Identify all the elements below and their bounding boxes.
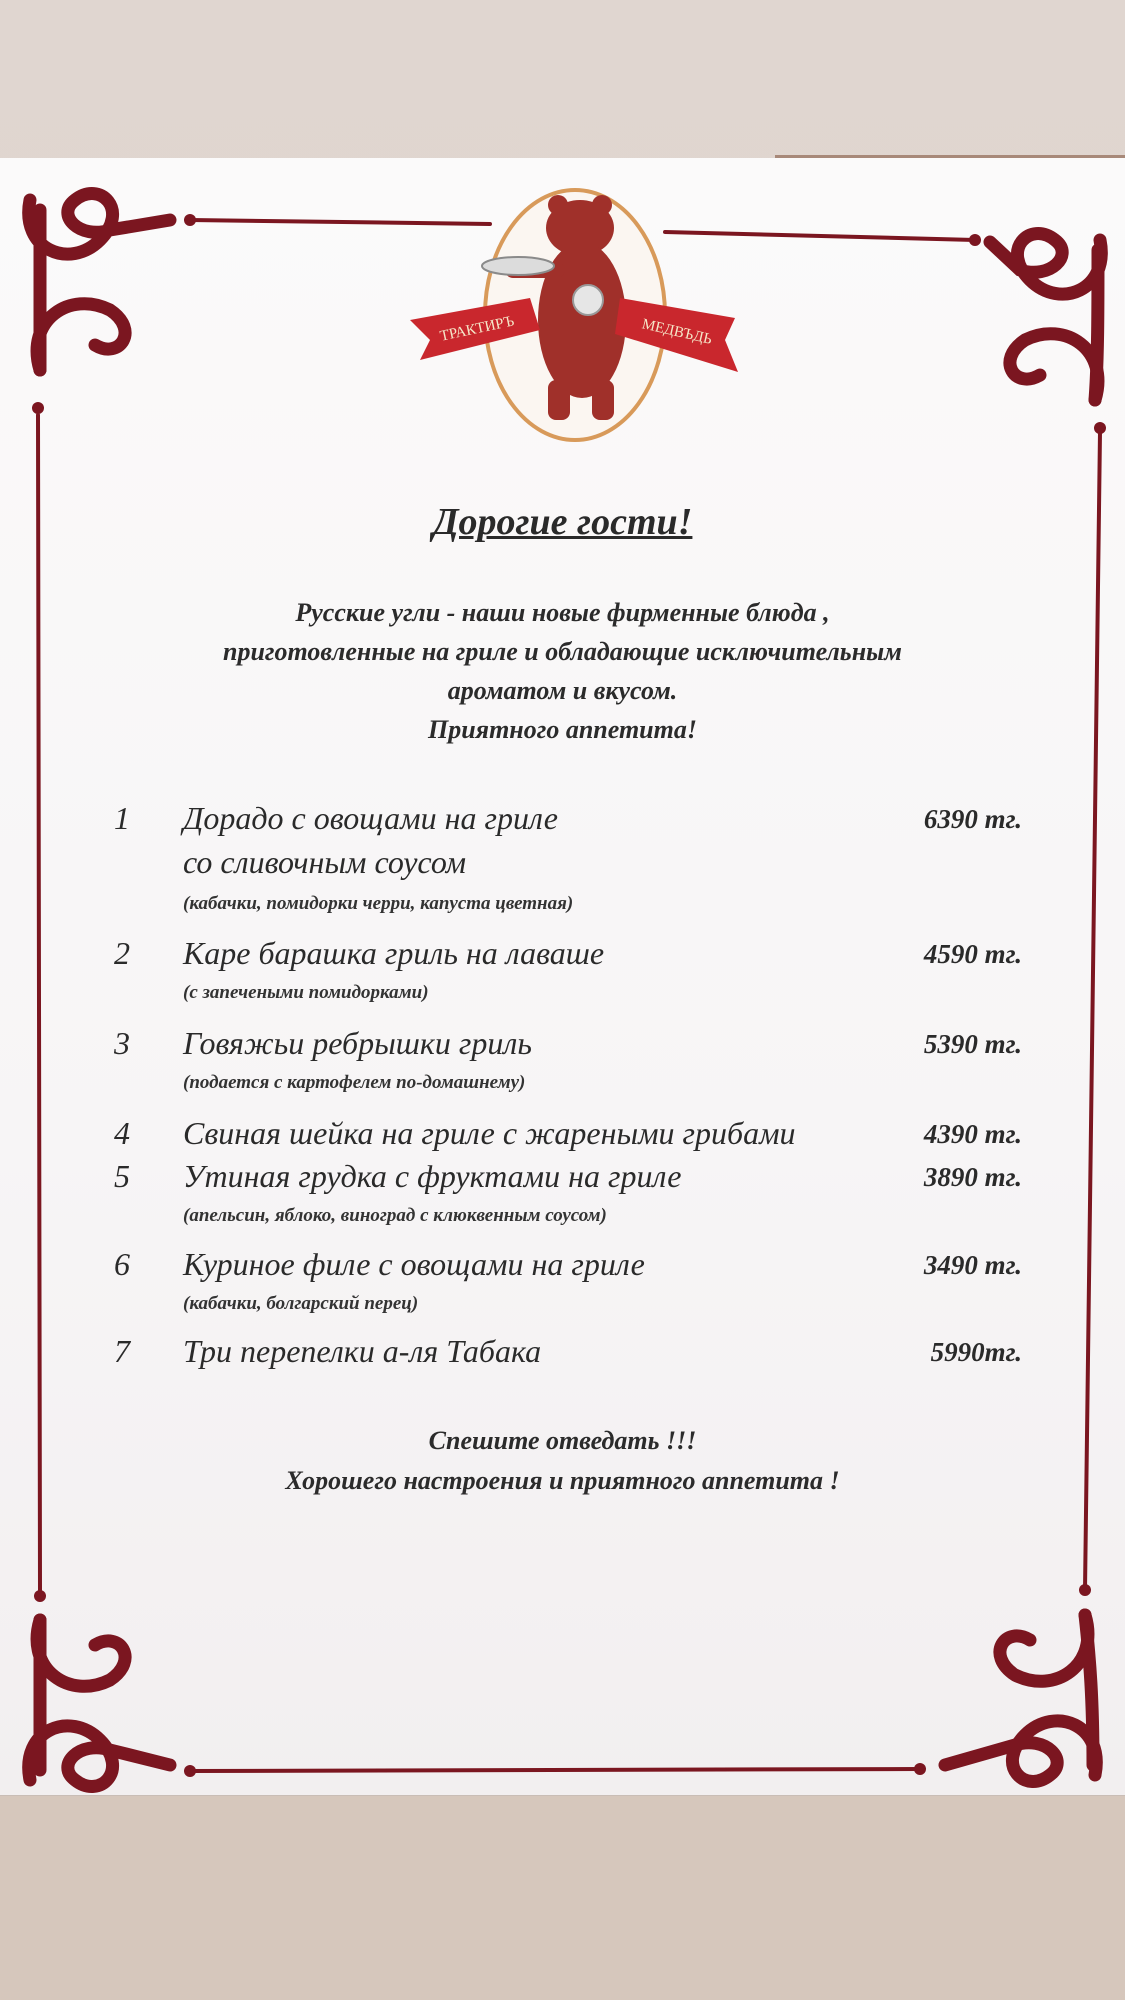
frame-line-top-left	[190, 220, 490, 224]
logo-text-left: ТРАКТИРЪ	[438, 313, 516, 345]
intro-line: ароматом и вкусом.	[447, 676, 678, 705]
intro-line: приготовленные на гриле и обладающие исключительным	[223, 637, 902, 666]
intro-line: Русские угли - наши новые фирменные блюда ,	[295, 598, 830, 627]
item-name: Куриное филе с овощами на гриле	[183, 1246, 645, 1282]
item-name-continued: со сливочным соусом	[183, 844, 467, 880]
item-number: 7	[114, 1333, 130, 1369]
logo-text-right: МЕДВЪДЬ	[640, 316, 714, 348]
corner-ornament-top-right	[990, 234, 1101, 400]
item-number: 1	[114, 800, 130, 836]
item-price: 4590 тг.	[923, 939, 1022, 969]
frame-line-left	[38, 415, 40, 1590]
item-number: 5	[114, 1158, 130, 1194]
frame-line-bottom	[190, 1769, 920, 1771]
item-name: Говяжьи ребрышки гриль	[183, 1025, 532, 1061]
item-price: 3890 тг.	[923, 1162, 1022, 1192]
item-number: 4	[114, 1115, 130, 1151]
item-name: Утиная грудка с фруктами на гриле	[183, 1158, 682, 1194]
item-note: (апельсин, яблоко, виноград с клюквенным соусом)	[183, 1205, 607, 1226]
corner-ornament-top-left	[29, 194, 170, 370]
item-price: 5390 тг.	[923, 1029, 1022, 1059]
item-number: 6	[114, 1246, 130, 1282]
item-price: 5990тг.	[930, 1337, 1022, 1367]
item-number: 2	[114, 935, 130, 971]
item-price: 6390 тг.	[923, 804, 1022, 834]
item-note: (кабачки, болгарский перец)	[183, 1293, 419, 1314]
item-name: Каре барашка гриль на лаваше	[183, 935, 605, 971]
tray-icon	[482, 257, 554, 275]
item-name: Три перепелки а-ля Табака	[183, 1333, 542, 1369]
item-note: (с запечеными помидорками)	[183, 982, 429, 1003]
corner-ornament-bottom-left	[29, 1620, 170, 1786]
item-price: 3490 тг.	[923, 1250, 1022, 1280]
footer-line: Спешите отведать !!!	[428, 1426, 697, 1455]
page-title: Дорогие гости!	[432, 501, 693, 543]
footer-text	[0, 1421, 1125, 1501]
item-note: (кабачки, помидорки черри, капуста цветная)	[183, 893, 574, 914]
item-name: Свиная шейка на гриле с жареными грибами	[183, 1115, 796, 1151]
corner-ornament-bottom-right	[945, 1615, 1096, 1781]
footer-line: Хорошего настроения и приятного аппетита !	[285, 1466, 840, 1495]
frame-line-right	[1085, 432, 1100, 1590]
intro-text	[100, 593, 1025, 749]
teapot-icon	[573, 285, 603, 315]
item-number: 3	[114, 1025, 130, 1061]
intro-line: Приятного аппетита!	[428, 715, 697, 744]
item-note: (подается с картофелем по-домашнему)	[183, 1072, 526, 1093]
tavern-logo	[410, 190, 738, 440]
item-name: Дорадо с овощами на гриле	[183, 800, 558, 836]
item-price: 4390 тг.	[923, 1119, 1022, 1149]
frame-line-top-right	[665, 232, 975, 240]
